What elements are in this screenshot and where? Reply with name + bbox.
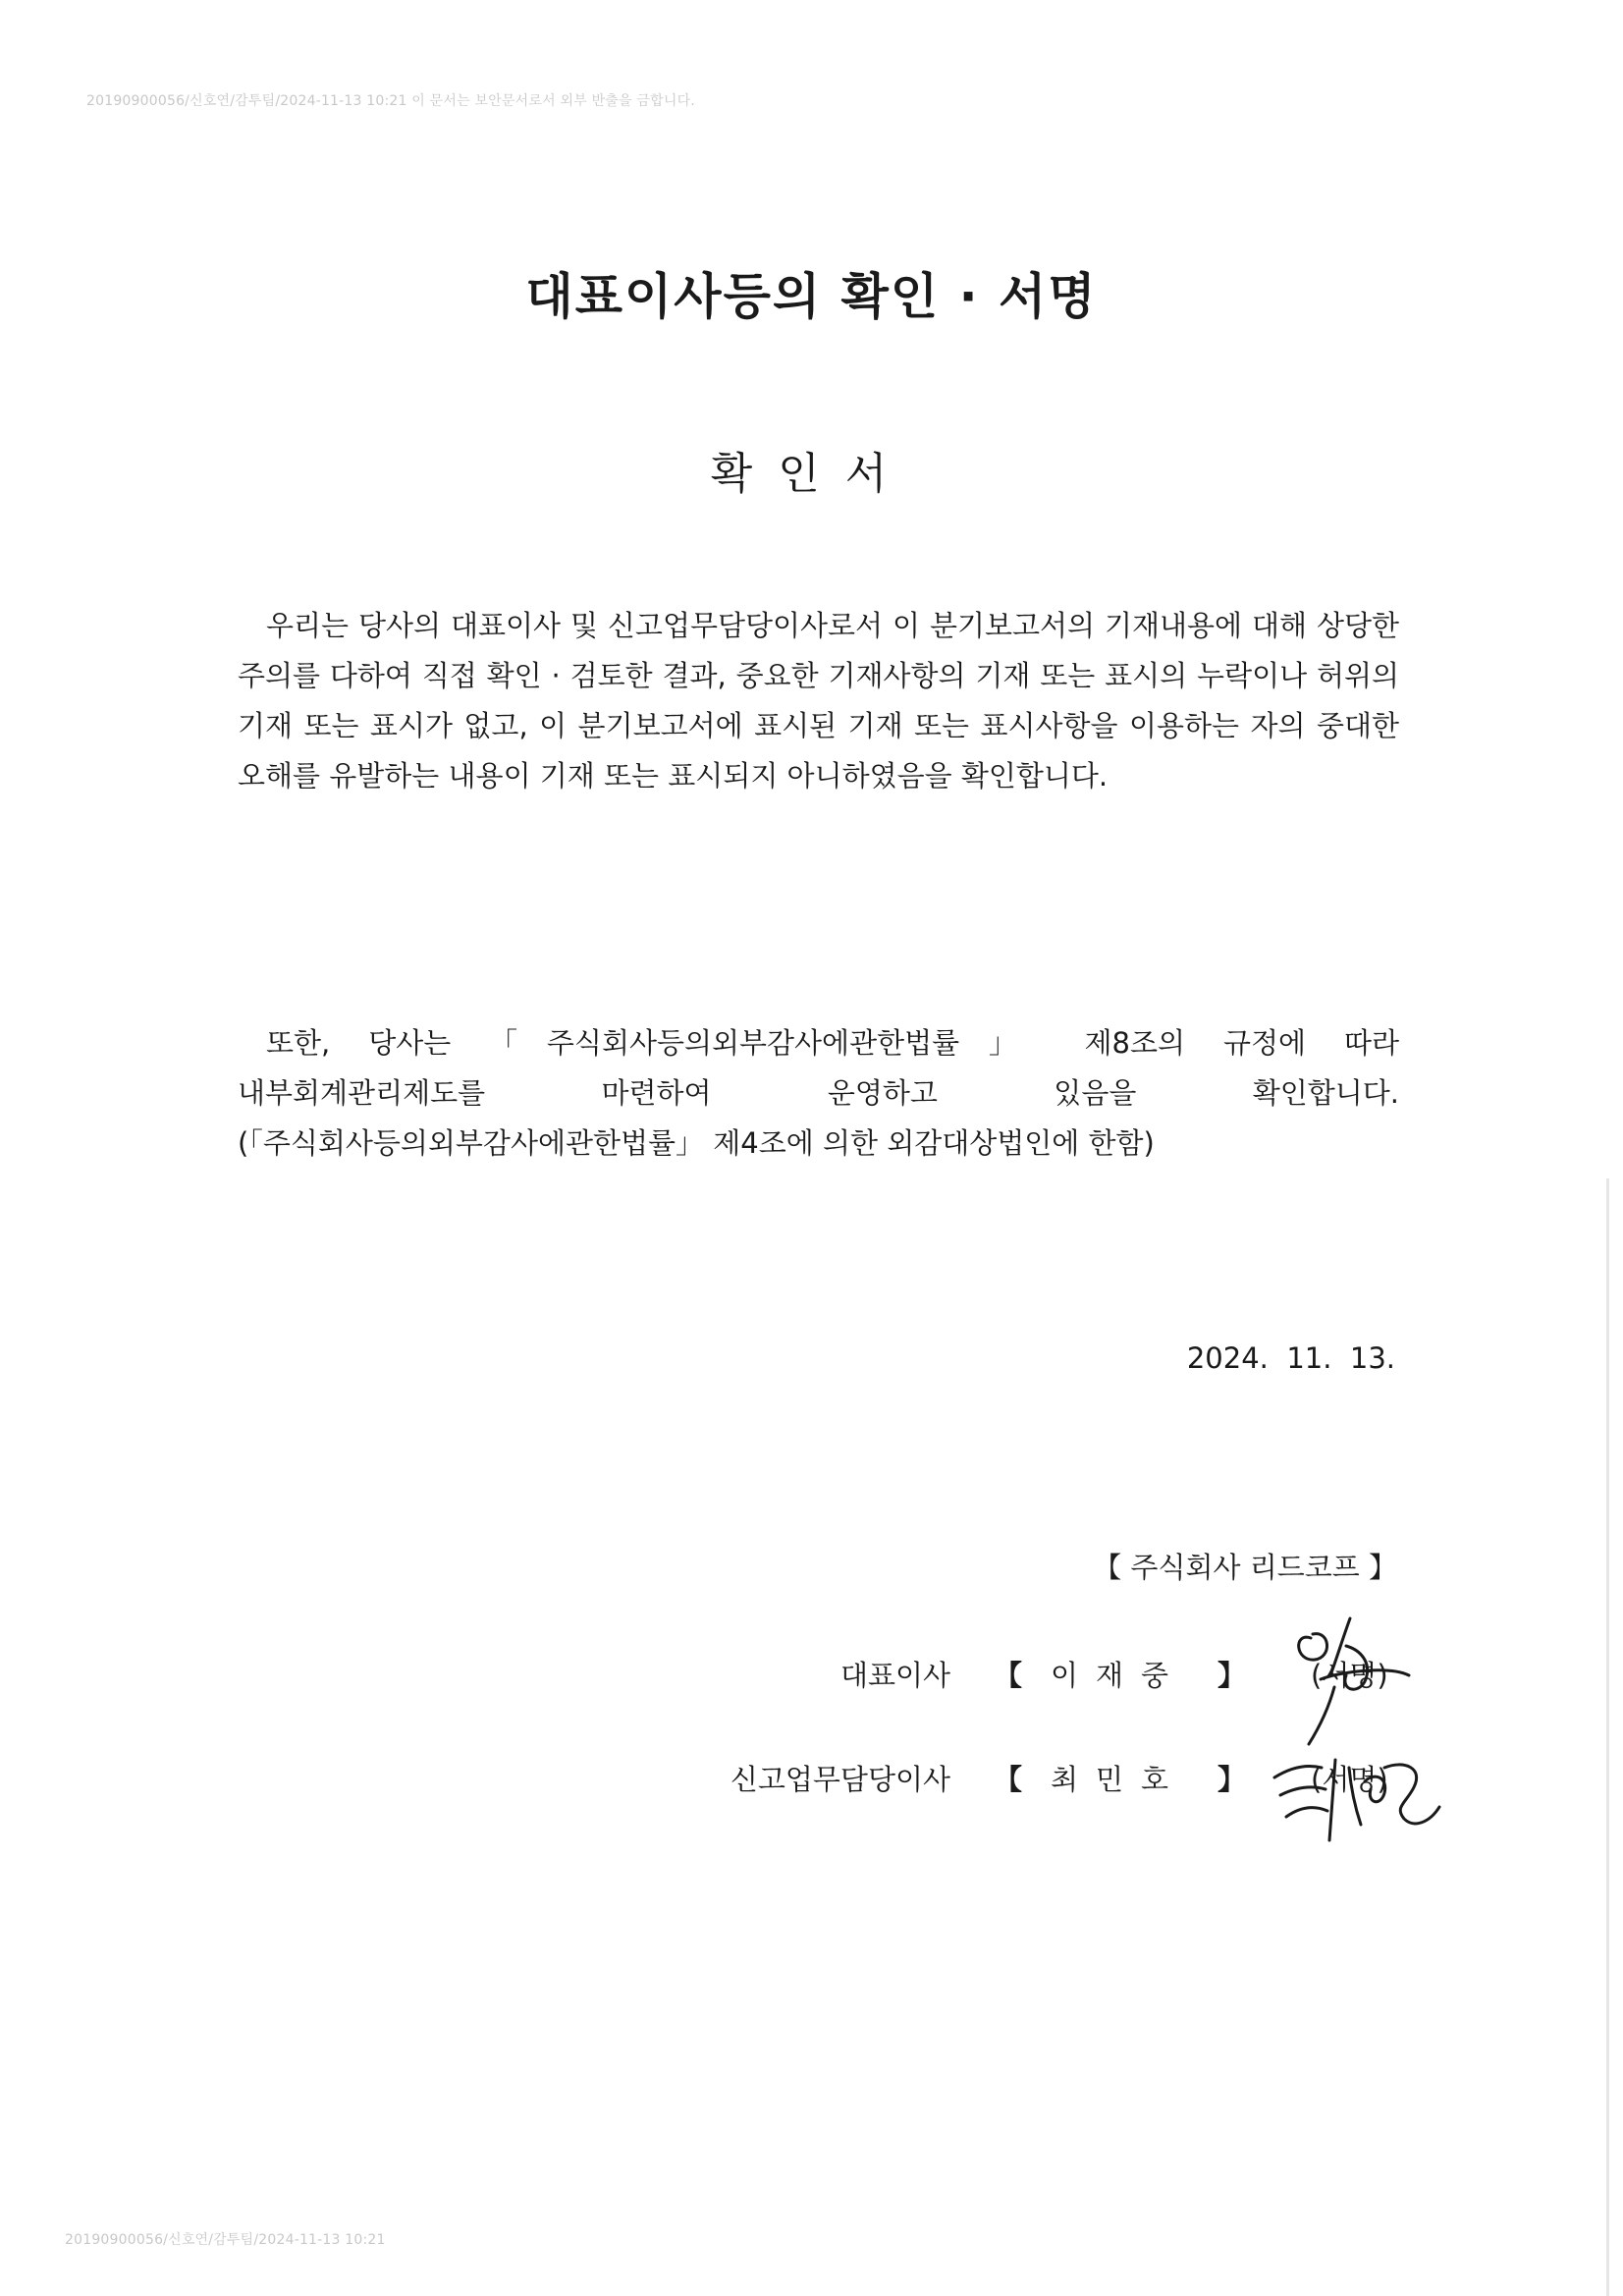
watermark-bottom: 20190900056/신호연/감투팀/2024-11-13 10:21 <box>65 2232 386 2248</box>
internal-control-paragraph: 또한, 당사는 「주식회사등의외부감사에관한법률」 제8조의 규정에 따라 내부회계관리제도를 마련하여 운영하고 있음을 확인합니다.(「주식회사등의외부감사에관한법률」 제4조에 의한 외감대상법인에 한함) <box>238 1026 1399 1160</box>
signatory-role: 대표이사 <box>839 1659 950 1692</box>
signatory-name: 최민호 <box>1051 1763 1187 1796</box>
scan-edge-line <box>1606 1178 1609 2296</box>
bracket-open: 【 <box>994 1763 1023 1796</box>
signatory-name: 이재중 <box>1051 1659 1187 1692</box>
company-name: 【 주식회사 리드코프 】 <box>1093 1551 1397 1584</box>
document-date: 2024. 11. 13. <box>1186 1341 1395 1375</box>
director-signature-icon <box>1267 1738 1443 1846</box>
page-title: 대표이사등의 확인 · 서명 <box>525 268 1098 325</box>
bracket-open: 【 <box>994 1659 1023 1692</box>
bracket-close: 】 <box>1217 1763 1247 1796</box>
ceo-signature-icon <box>1281 1611 1438 1748</box>
signature-label: (서명) <box>1311 1763 1388 1796</box>
confirmation-paragraph: 우리는 당사의 대표이사 및 신고업무담당이사로서 이 분기보고서의 기재내용에 대해 상당한 주의를 다하여 직접 확인 · 검토한 결과, 중요한 기재사항의 기재 또는 표시의 누락이나 허위의 기재 또는 표시가 없고, 이 분기보고서에 표시된 기재 또는 표시사항을 이용하는 자의 중대한 오해를 유발하는 내용이 기재 또는 표시되지 아니하였음을 확인합니다. <box>238 609 1399 793</box>
signatory-role: 신고업무담당이사 <box>730 1763 950 1796</box>
signature-label: (서명) <box>1311 1659 1388 1692</box>
watermark-top: 20190900056/신호연/감투팀/2024-11-13 10:21 이 문서는 보안문서로서 외부 반출을 금합니다. <box>86 93 695 109</box>
bracket-close: 】 <box>1217 1659 1247 1692</box>
document-subtitle: 확인서 <box>710 449 913 499</box>
